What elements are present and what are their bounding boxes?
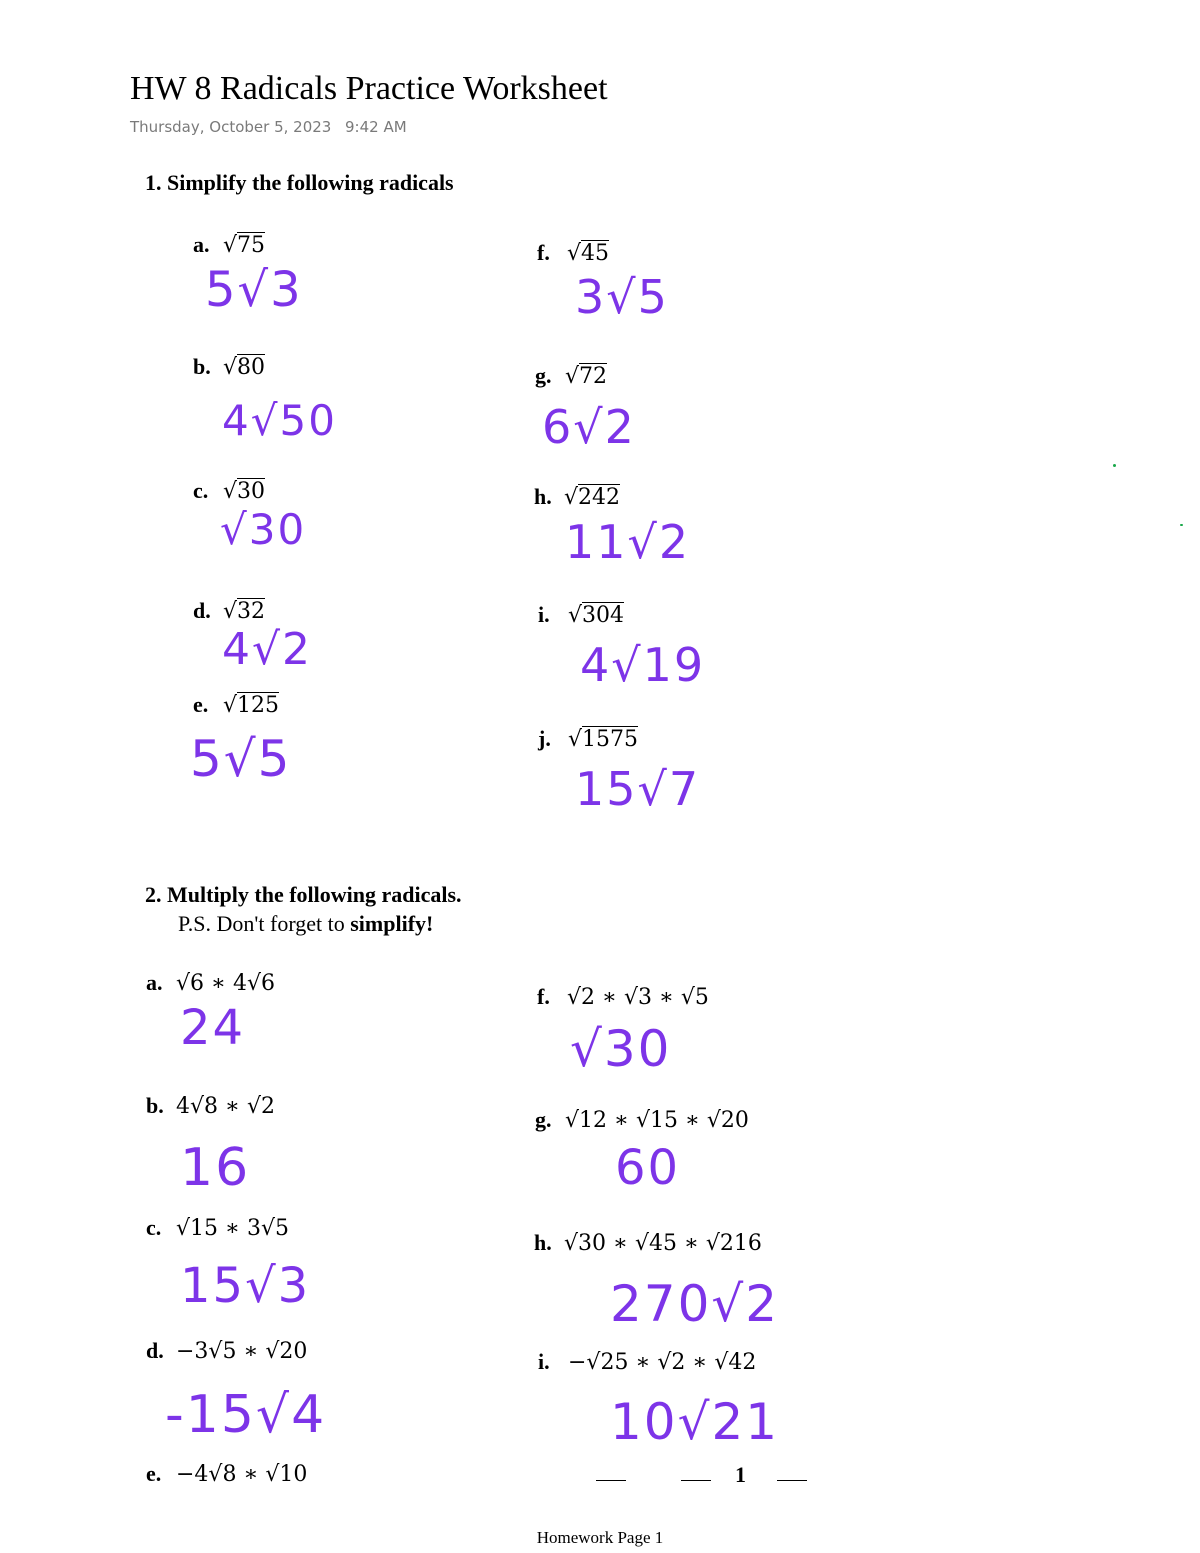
- q1-item-b: b. √80: [193, 354, 266, 380]
- q1-answer-d: 4√2: [222, 624, 313, 675]
- q2-answer-f: √30: [570, 1020, 672, 1078]
- q2-answer-a: 24: [180, 1000, 246, 1056]
- q2-answer-d: -15√4: [165, 1385, 327, 1445]
- q2-item-h: h. √30 ∗ √45 ∗ √216: [534, 1230, 762, 1256]
- note-date: Thursday, October 5, 2023: [130, 118, 332, 136]
- q1-item-f: f. √45: [537, 240, 610, 266]
- q1-item-c: c. √30: [193, 478, 266, 504]
- page-rule-3: [777, 1480, 807, 1481]
- page-footer: Homework Page 1: [536, 1528, 664, 1547]
- question-2-heading: 2. Multiply the following radicals.: [145, 882, 462, 907]
- q1-answer-b: 4√50: [222, 396, 337, 445]
- q2-answer-g: 60: [615, 1140, 681, 1196]
- q1-item-j: j. √1575: [538, 726, 639, 752]
- q1-item-g: g. √72: [535, 363, 608, 389]
- question-2-note: P.S. Don't forget to simplify!: [178, 911, 434, 936]
- q2-answer-c: 15√3: [180, 1258, 311, 1314]
- q2-item-b: b. 4√8 ∗ √2: [146, 1093, 275, 1119]
- question-1-heading: 1. Simplify the following radicals: [145, 170, 454, 195]
- q1-answer-c: √30: [220, 505, 307, 554]
- q2-answer-h: 270√2: [610, 1275, 780, 1333]
- q1-item-d: d. √32: [193, 598, 266, 624]
- q1-answer-e: 5√5: [190, 730, 292, 788]
- q1-item-h: h. √242: [534, 484, 621, 510]
- q1-item-a: a. √75: [193, 232, 266, 258]
- note-time: 9:42 AM: [345, 118, 407, 136]
- q2-item-a: a. √6 ∗ 4√6: [146, 970, 275, 996]
- q2-item-i: i. −√25 ∗ √2 ∗ √42: [538, 1349, 757, 1375]
- q1-answer-i: 4√19: [580, 638, 706, 692]
- q1-answer-j: 15√7: [575, 762, 701, 816]
- q2-item-c: c. √15 ∗ 3√5: [146, 1215, 289, 1241]
- page-rule-1: [596, 1480, 626, 1481]
- q2-answer-i: 10√21: [610, 1393, 780, 1451]
- q1-item-e: e. √125: [193, 692, 280, 718]
- q1-answer-a: 5√3: [205, 262, 303, 318]
- q1-item-i: i. √304: [538, 602, 625, 628]
- q2-item-f: f. √2 ∗ √3 ∗ √5: [537, 984, 709, 1010]
- ink-dot: [1180, 524, 1183, 526]
- q1-answer-f: 3√5: [575, 270, 669, 324]
- ink-dot: [1113, 464, 1116, 467]
- q2-item-g: g. √12 ∗ √15 ∗ √20: [535, 1107, 749, 1133]
- q1-answer-h: 11√2: [565, 515, 691, 569]
- page-rule-2: [681, 1480, 711, 1481]
- q2-answer-b: 16: [180, 1138, 251, 1198]
- page-title: HW 8 Radicals Practice Worksheet: [130, 70, 608, 107]
- q1-answer-g: 6√2: [542, 400, 636, 454]
- q2-item-d: d. −3√5 ∗ √20: [146, 1338, 308, 1364]
- q2-item-e: e. −4√8 ∗ √10: [146, 1461, 308, 1487]
- page-number: 1: [735, 1462, 746, 1487]
